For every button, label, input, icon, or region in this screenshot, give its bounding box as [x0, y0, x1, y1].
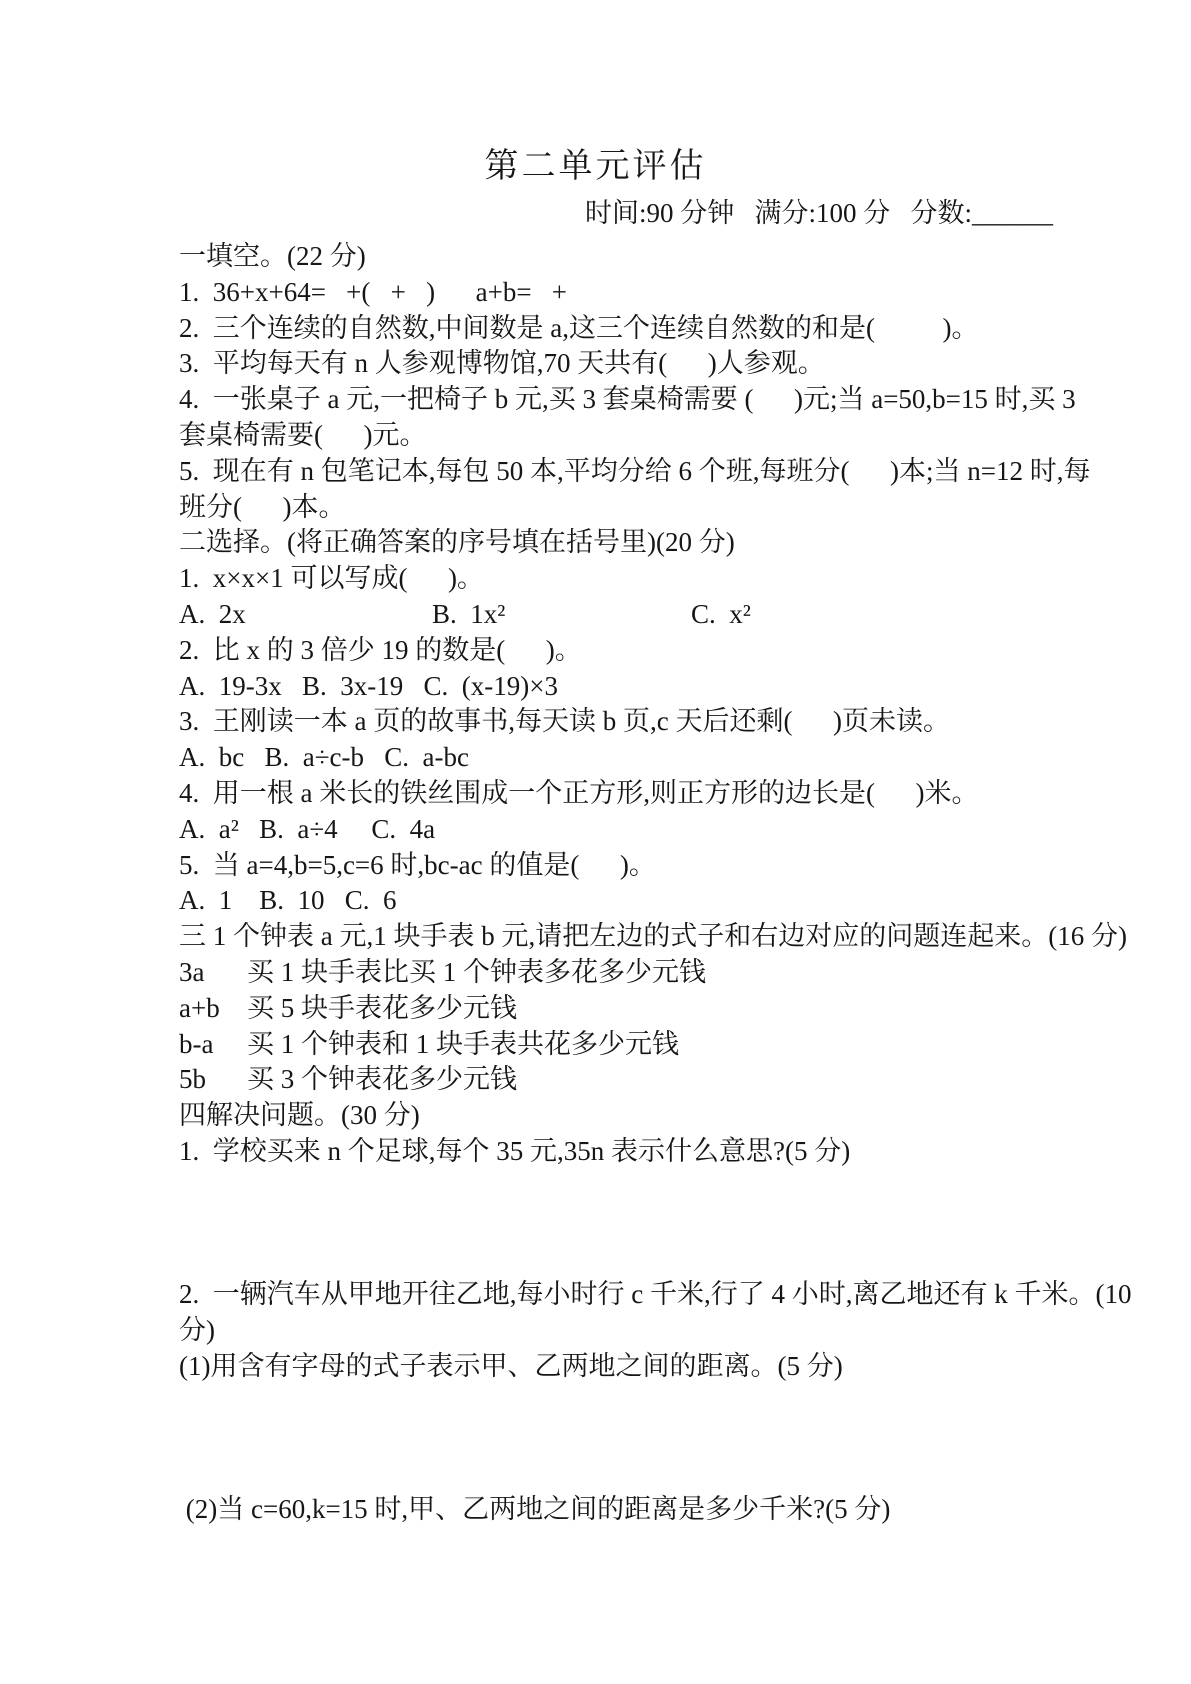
match-expression: b-a [179, 1028, 214, 1059]
match-description: 买 3 个钟表花多少元钱 [247, 1064, 517, 1095]
document-line: 2. 三个连续的自然数,中间数是 a,这三个连续自然数的和是( )。 [179, 312, 979, 343]
section-heading: 一填空。(22 分) [179, 241, 366, 271]
document-line: 2. 一辆汽车从甲地开往乙地,每小时行 c 千米,行了 4 小时,离乙地还有 k 千米。(10 [179, 1279, 1132, 1310]
document-line: 5. 当 a=4,b=5,c=6 时,bc-ac 的值是( )。 [179, 849, 656, 880]
document-body [179, 239, 1132, 1528]
blank-line [179, 1456, 1014, 1492]
option-b: B. 1x² [432, 598, 506, 629]
document-line: 2. 比 x 的 3 倍少 19 的数是( )。 [179, 634, 582, 665]
document-line: 套桌椅需要( )元。 [179, 419, 427, 450]
blank-line [179, 1385, 1014, 1421]
match-expression: 5b [179, 1064, 206, 1095]
blank-line [179, 1170, 1014, 1206]
document-line [179, 1062, 1014, 1098]
document-line: 3. 平均每天有 n 人参观博物馆,70 天共有( )人参观。 [179, 348, 825, 379]
document-line: 5. 现在有 n 包笔记本,每包 50 本,平均分给 6 个班,每班分( )本;当 n=12 时,每 [179, 455, 1091, 486]
document-line: A. bc B. a÷c-b C. a-bc [179, 742, 469, 773]
section-heading: 二选择。(将正确答案的序号填在括号里)(20 分) [179, 527, 735, 558]
document-line: 3. 王刚读一本 a 页的故事书,每天读 b 页,c 天后还剩( )页未读。 [179, 706, 950, 737]
document-line: A. a² B. a÷4 C. 4a [179, 813, 436, 844]
document-line [179, 955, 1014, 991]
document-line: 班分( )本。 [179, 491, 346, 522]
match-expression: a+b [179, 992, 220, 1023]
document-line [179, 1027, 1014, 1063]
document-line: 1. 36+x+64= +( + ) a+b= + [179, 276, 568, 307]
document-line: 1. x×x×1 可以写成( )。 [179, 563, 484, 594]
document-line: A. 19-3x B. 3x-19 C. (x-19)×3 [179, 670, 558, 701]
section-heading: 三 1 个钟表 a 元,1 块手表 b 元,请把左边的式子和右边对应的问题连起来。(16 分) [179, 921, 1127, 952]
document-line: A. 1 B. 10 C. 6 [179, 885, 397, 916]
document-line: 1. 学校买来 n 个足球,每个 35 元,35n 表示什么意思?(5 分) [179, 1135, 851, 1166]
blank-line [179, 1420, 1014, 1456]
document-line [179, 991, 1014, 1027]
section-heading: 四解决问题。(30 分) [179, 1100, 420, 1131]
match-description: 买 1 个钟表和 1 块手表共花多少元钱 [247, 1028, 679, 1059]
match-description: 买 5 块手表花多少元钱 [247, 992, 517, 1023]
document-line: (2)当 c=60,k=15 时,甲、乙两地之间的距离是多少千米?(5 分) [179, 1493, 891, 1524]
document-line: 4. 一张桌子 a 元,一把椅子 b 元,买 3 套桌椅需要 ( )元;当 a=50,b=15 时,买 3 [179, 384, 1076, 415]
document-line: 分) [179, 1314, 215, 1345]
match-description: 买 1 块手表比买 1 个钟表多花多少元钱 [247, 956, 706, 987]
document-line: (1)用含有字母的式子表示甲、乙两地之间的距离。(5 分) [179, 1350, 843, 1381]
option-a: A. 2x [179, 598, 246, 629]
blank-line [179, 1241, 1014, 1277]
exam-meta-line: 时间:90 分钟 满分:100 分 分数:______ [585, 198, 1054, 228]
option-c: C. x² [691, 598, 751, 629]
document-line [179, 597, 1014, 633]
page-title: 第二单元评估 [484, 148, 707, 185]
match-expression: 3a [179, 956, 205, 987]
blank-line [179, 1206, 1014, 1242]
document-line: 4. 用一根 a 米长的铁丝围成一个正方形,则正方形的边长是( )米。 [179, 777, 979, 808]
